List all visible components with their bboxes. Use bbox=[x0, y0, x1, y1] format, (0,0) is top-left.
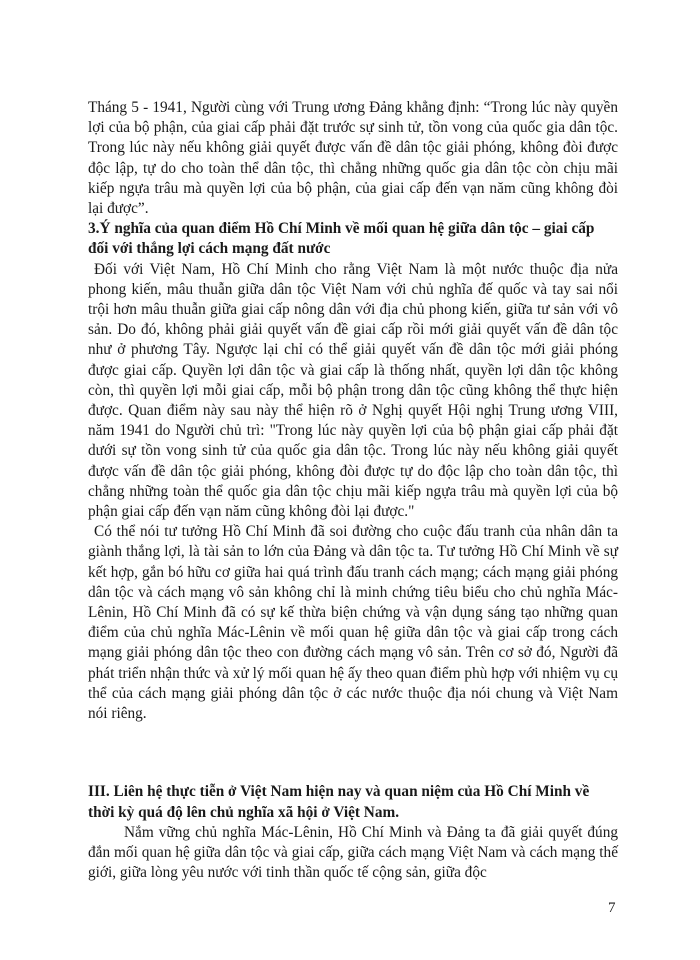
section-heading-iii: III. Liên hệ thực tiễn ở Việt Nam hiện nay và quan niệm của Hồ Chí Minh về thời kỳ quá độ lên chủ nghĩa xã hội ở Việt Nam. bbox=[88, 783, 590, 821]
section-heading-3: 3.Ý nghĩa của quan điểm Hồ Chí Minh về mối quan hệ giữa dân tộc – giai cấp đối với thắng lợi cách mạng đất nước bbox=[88, 220, 595, 258]
paragraph-ho-chi-minh-thought: Có thể nói tư tưởng Hồ Chí Minh đã soi đường cho cuộc đấu tranh của nhân dân ta giành thắng lợi, là tài sản to lớn của Đảng và dân tộc ta. Tư tưởng Hồ Chí Minh về sự kết hợp, gắn bó hữu cơ giữa hai quá trình đấu tranh cách mạng; cách mạng giải phóng dân tộc và cách mạng vô sản không chỉ là minh chứng tiêu biểu cho chủ nghĩa Mác-Lênin, Hồ Chí Minh đã có sự kế thừa biện chứng và vận dụng sáng tạo những quan điểm của chủ nghĩa Mác-Lênin về mối quan hệ giữa dân tộc và giai cấp trong cách mạng giải phóng dân tộc theo con đường cách mạng vô sản. Trên cơ sở đó, Người đã phát triển nhận thức và xử lý mối quan hệ ấy theo quan điểm phù hợp với nhiệm vụ cụ thể của cách mạng giải phóng dân tộc ở các nước thuộc địa nói chung và Việt Nam nói riêng. bbox=[88, 523, 618, 723]
page-content bbox=[88, 98, 618, 883]
paragraph-vietnam-colonial: Đối với Việt Nam, Hồ Chí Minh cho rằng Việt Nam là một nước thuộc địa nửa phong kiến, mâu thuẫn giữa dân tộc Việt Nam với chủ nghĩa đế quốc và tay sai nổi trội hơn mâu thuẫn giữa giai cấp nông dân với địa chủ phong kiến, giữa tư sản với vô sản. Do đó, không phải giải quyết vấn đề giai cấp rồi mới giải quyết vấn đề dân tộc như ở phương Tây. Ngược lại chỉ có thể giải quyết vấn đề dân tộc mới giải phóng được giai cấp. Quyền lợi dân tộc và giai cấp là thống nhất, quyền lợi dân tộc không còn, thì quyền lợi mỗi giai cấp, mỗi bộ phận trong dân tộc cũng không thể thực hiện được. Quan điểm này sau này thể hiện rõ ở Nghị quyết Hội nghị Trung ương VIII, năm 1941 do Người chủ trì: "Trong lúc này quyền lợi của bộ phận giai cấp phải đặt dưới sự tồn vong sinh tử của quốc gia dân tộc. Trong lúc này nếu không giải quyết được vấn đề dân tộc giải phóng, không đòi được tự do độc lập cho toàn dân tộc, thì chẳng những toàn thể quốc gia dân tộc chịu mãi kiếp ngựa trâu mà quyền lợi của bộ phận giai cấp đến vạn năm cũng không đòi lại được." bbox=[88, 260, 618, 521]
paragraph-marxism-leninism: Nắm vững chủ nghĩa Mác-Lênin, Hồ Chí Minh và Đảng ta đã giải quyết đúng đắn mối quan hệ giữa dân tộc và giai cấp, giữa cách mạng Việt Nam và cách mạng thế giới, giữa lòng yêu nước với tinh thần quốc tế cộng sản, giữa độc bbox=[88, 823, 618, 882]
page-number: 7 bbox=[608, 900, 616, 916]
paragraph-may-1941: Tháng 5 - 1941, Người cùng với Trung ương Đảng khẳng định: “Trong lúc này quyền lợi của bộ phận, của giai cấp phải đặt trước sự sinh tử, tồn vong của quốc gia dân tộc. Trong lúc này nếu không giải quyết được vấn đề dân tộc giải phóng, không đòi được độc lập, tự do cho toàn thể dân tộc, thì chẳng những quốc gia dân tộc còn chịu mãi kiếp ngựa trâu mà quyền lợi của bộ phận, của giai cấp đến vạn năm cũng không đòi lại được”. bbox=[88, 99, 618, 218]
section-spacer bbox=[88, 724, 618, 782]
